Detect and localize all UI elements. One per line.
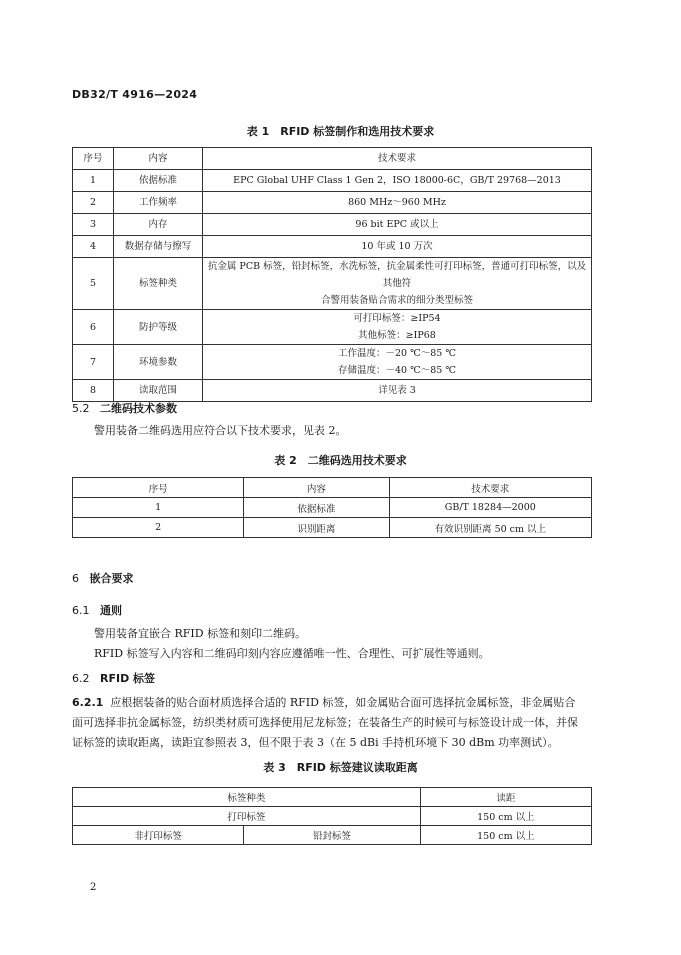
table-row bbox=[73, 345, 592, 380]
table-row bbox=[73, 310, 592, 345]
section-number: 5.2 bbox=[72, 402, 90, 415]
table1-header-item: 内容 bbox=[114, 148, 203, 170]
requirement-line: 其他标签：≥IP68 bbox=[358, 330, 436, 341]
section-title: 二维码技术参数 bbox=[100, 402, 177, 415]
section-title: 嵌合要求 bbox=[89, 572, 134, 585]
row-requirement: GB/T 18284—2000 bbox=[389, 498, 591, 518]
row-number: 1 bbox=[73, 498, 244, 518]
row-requirement: 10 年或 10 万次 bbox=[203, 236, 592, 258]
section-6-1-heading bbox=[72, 602, 122, 618]
table1-header-req: 技术要求 bbox=[203, 148, 592, 170]
row-number: 4 bbox=[73, 236, 114, 258]
row-number: 5 bbox=[73, 258, 114, 310]
table3-caption: 表 3 RFID 标签建议读取距离 bbox=[263, 761, 418, 774]
section-number: 6.1 bbox=[72, 604, 90, 617]
table-row bbox=[73, 826, 592, 845]
row-number: 1 bbox=[73, 170, 114, 192]
section-6-1-line: RFID 标签写入内容和二维码印刻内容应遵循唯一性、合理性、可扩展性等通则。 bbox=[94, 647, 490, 660]
row-tag-subtype: 铅封标签 bbox=[244, 826, 420, 845]
table3-header-distance: 读距 bbox=[420, 788, 591, 807]
row-distance: 150 cm 以上 bbox=[420, 826, 591, 845]
row-item: 标签种类 bbox=[114, 258, 203, 310]
paragraph-text: 应根据装备的贴合面材质选择合适的 RFID 标签，如金属贴合面可选择抗金属标签，非金属贴合 bbox=[110, 696, 576, 709]
table-row bbox=[73, 518, 592, 538]
paragraph-line: 面可选择非抗金属标签，纺织类材质可选择使用尼龙标签；在装备生产的时候可与标签设计成一体，并保 bbox=[72, 716, 578, 729]
requirement-line: 可打印标签：≥IP54 bbox=[353, 313, 441, 324]
row-requirement: 860 MHz～960 MHz bbox=[203, 192, 592, 214]
table2 bbox=[72, 477, 592, 538]
row-number: 7 bbox=[73, 345, 114, 380]
table2-header-item: 内容 bbox=[244, 478, 389, 498]
table-row bbox=[73, 170, 592, 192]
row-number: 3 bbox=[73, 214, 114, 236]
row-item: 工作频率 bbox=[114, 192, 203, 214]
table-row bbox=[73, 192, 592, 214]
table-row bbox=[73, 807, 592, 826]
table1-caption: 表 1 RFID 标签制作和选用技术要求 bbox=[246, 125, 435, 138]
row-item: 内存 bbox=[114, 214, 203, 236]
section-6-2-heading bbox=[72, 670, 155, 686]
requirement-line: 工作温度：－20 ℃～85 ℃ bbox=[338, 348, 456, 359]
section-title: 通则 bbox=[100, 604, 122, 617]
paragraph-line bbox=[72, 693, 610, 713]
section-number: 6.2.1 bbox=[72, 696, 104, 709]
section-6-heading bbox=[72, 570, 134, 586]
row-requirement: 有效识别距离 50 cm 以上 bbox=[389, 518, 591, 538]
row-requirement: EPC Global UHF Class 1 Gen 2，ISO 18000-6C，GB/T 29768—2013 bbox=[203, 170, 592, 192]
row-item: 依据标准 bbox=[244, 498, 389, 518]
section-5-2-heading bbox=[72, 400, 177, 416]
row-requirement bbox=[203, 310, 592, 345]
row-tag-type: 非打印标签 bbox=[73, 826, 244, 845]
row-number: 8 bbox=[73, 380, 114, 402]
row-item: 防护等级 bbox=[114, 310, 203, 345]
table-row bbox=[73, 498, 592, 518]
table3-header-type: 标签种类 bbox=[73, 788, 421, 807]
row-item: 依据标准 bbox=[114, 170, 203, 192]
page-number: 2 bbox=[90, 882, 97, 893]
row-number: 2 bbox=[73, 518, 244, 538]
document-code: DB32/T 4916—2024 bbox=[72, 88, 198, 101]
row-item: 读取范围 bbox=[114, 380, 203, 402]
table2-header-row bbox=[73, 478, 592, 498]
section-6-2-1-paragraph bbox=[72, 693, 610, 753]
section-6-1-line: 警用装备宜嵌合 RFID 标签和刻印二维码。 bbox=[94, 627, 307, 640]
table-row bbox=[73, 380, 592, 402]
row-distance: 150 cm 以上 bbox=[420, 807, 591, 826]
table1 bbox=[72, 147, 592, 402]
row-item: 识别距离 bbox=[244, 518, 389, 538]
section-5-2-text: 警用装备二维码选用应符合以下技术要求，见表 2。 bbox=[94, 424, 347, 437]
requirement-line: 抗金属 PCB 标签，铅封标签，水洗标签，抗金属柔性可打印标签，普通可打印标签，以及其他符 bbox=[207, 261, 587, 289]
table2-header-no: 序号 bbox=[73, 478, 244, 498]
row-requirement bbox=[203, 258, 592, 310]
section-number: 6.2 bbox=[72, 672, 90, 685]
table1-header-no: 序号 bbox=[73, 148, 114, 170]
table1-header-row bbox=[73, 148, 592, 170]
table-row bbox=[73, 214, 592, 236]
row-requirement: 96 bit EPC 或以上 bbox=[203, 214, 592, 236]
row-number: 6 bbox=[73, 310, 114, 345]
table3-header-row bbox=[73, 788, 592, 807]
table-row bbox=[73, 236, 592, 258]
row-item: 环境参数 bbox=[114, 345, 203, 380]
section-title: RFID 标签 bbox=[100, 672, 156, 685]
requirement-line: 存储温度：－40 ℃～85 ℃ bbox=[338, 365, 456, 376]
row-requirement bbox=[203, 345, 592, 380]
table2-caption: 表 2 二维码选用技术要求 bbox=[274, 454, 407, 467]
table-row bbox=[73, 258, 592, 310]
row-number: 2 bbox=[73, 192, 114, 214]
row-tag-type: 打印标签 bbox=[73, 807, 421, 826]
row-item: 数据存储与擦写 bbox=[114, 236, 203, 258]
paragraph-line: 证标签的读取距离，读距宜参照表 3，但不限于表 3（在 5 dBi 手持机环境下 30 dBm 功率测试）。 bbox=[72, 736, 559, 749]
section-number: 6 bbox=[72, 572, 79, 585]
row-requirement: 详见表 3 bbox=[203, 380, 592, 402]
table3 bbox=[72, 787, 592, 845]
table2-header-req: 技术要求 bbox=[389, 478, 591, 498]
requirement-line: 合警用装备贴合需求的细分类型标签 bbox=[320, 295, 473, 306]
